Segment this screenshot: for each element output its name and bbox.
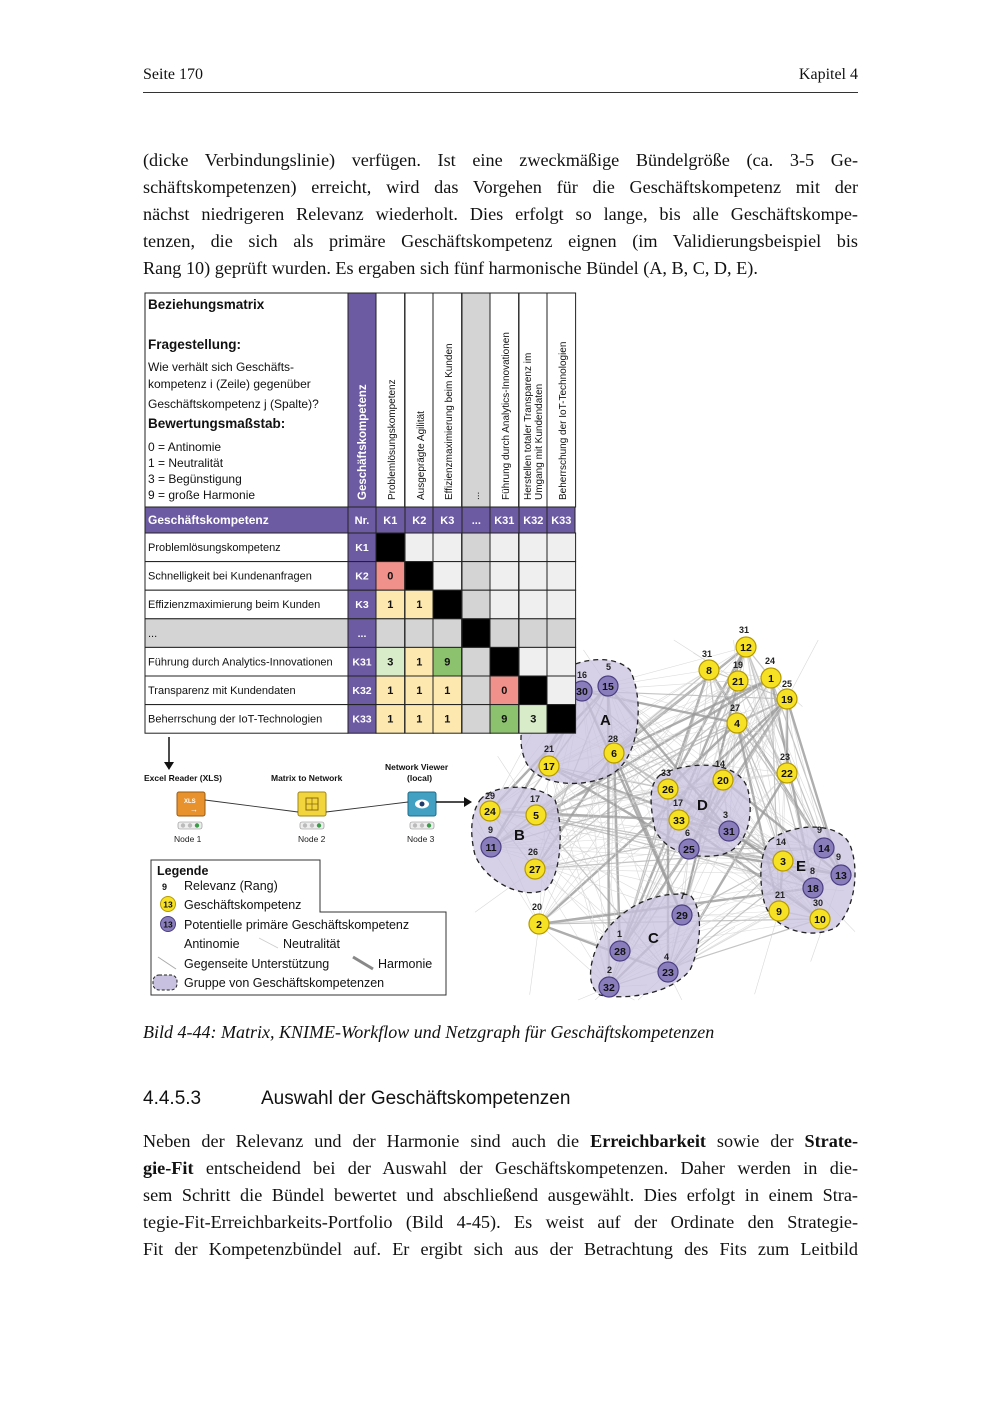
row-label: Effizienzmaximierung beim Kunden xyxy=(148,599,321,612)
matrix-cell xyxy=(490,562,519,591)
matrix-cell xyxy=(462,562,491,591)
primary-competence-node-label: 28 xyxy=(614,945,626,958)
paragraph-2-line: sem Schritt die Bündel bewertet und abschließend ausgewählt. Dies erfolgt in einem Stra- xyxy=(143,1185,858,1205)
matrix-cell xyxy=(405,533,434,562)
row-label: Führung durch Analytics-Innovationen xyxy=(148,656,333,669)
svg-text:30: 30 xyxy=(813,898,824,908)
matrix-cell xyxy=(519,676,548,705)
paragraph-2-line: tegie-Fit-Erreichbarkeits-Portfolio (Bild 4-45). Es weist auf der Ordinate den Strategie- xyxy=(143,1212,858,1232)
legend-yellow-node-symbol: 13 xyxy=(163,899,173,910)
competence-node-label: 1 xyxy=(768,672,774,685)
svg-text:5: 5 xyxy=(606,662,612,672)
legend xyxy=(151,860,446,995)
node-1-label: Node 1 xyxy=(174,834,202,844)
matrix-cell-value: 9 xyxy=(501,713,508,726)
svg-text:24: 24 xyxy=(765,656,776,666)
col-code: K1 xyxy=(383,515,398,527)
cluster-label-d: D xyxy=(697,797,708,814)
primary-competence-node-label: 11 xyxy=(485,841,497,854)
matrix-cell-value: 1 xyxy=(416,685,423,697)
competence-node-label: 27 xyxy=(529,863,541,876)
legend-rank-symbol: 9 xyxy=(162,882,168,892)
matrix-cell-value: 1 xyxy=(387,685,394,697)
legend-purple-node-symbol: 13 xyxy=(163,919,173,930)
row-label: Schnelligkeit bei Kundenanfragen xyxy=(148,570,312,583)
svg-text:25: 25 xyxy=(782,679,793,689)
cluster-label-a: A xyxy=(600,712,611,729)
row-code: K32 xyxy=(352,685,372,697)
chapter-label: Kapitel 4 xyxy=(798,66,858,83)
matrix-cell xyxy=(433,562,462,591)
node-2[interactable] xyxy=(298,792,326,829)
matrix-cell xyxy=(462,705,491,734)
section-heading xyxy=(143,1088,570,1110)
competence-node-label: 26 xyxy=(662,783,674,796)
row-code: K33 xyxy=(352,713,372,726)
column-header: Herstellen totaler Transparenz im xyxy=(523,352,534,500)
competence-node-label: 9 xyxy=(776,905,782,918)
matrix-cell xyxy=(547,533,576,562)
node-2-title: Matrix to Network xyxy=(271,773,343,783)
row-header-label: Geschäftskompetenz xyxy=(148,513,269,527)
col-code: K2 xyxy=(412,515,427,527)
svg-text:4: 4 xyxy=(664,952,670,962)
scale-item: 9 = große Harmonie xyxy=(148,488,256,502)
matrix-cell xyxy=(490,619,519,648)
matrix-cell xyxy=(376,619,405,648)
primary-competence-node-label: 14 xyxy=(818,842,830,855)
column-headers xyxy=(376,293,576,507)
primary-competence-node-label: 23 xyxy=(662,966,674,979)
row-label: Problemlösungskompetenz xyxy=(148,542,281,554)
column-header: Umgang mit Kundendaten xyxy=(534,383,545,500)
column-header: Problemlösungskompetenz xyxy=(387,379,398,500)
matrix-cell xyxy=(462,533,491,562)
figure-4-44 xyxy=(140,288,860,1008)
matrix-cell xyxy=(490,590,519,619)
svg-text:2: 2 xyxy=(607,965,613,975)
svg-text:6: 6 xyxy=(685,828,691,838)
node-3-title-line: Network Viewer xyxy=(385,762,449,772)
column-header: Beherrschung der IoT-Technologien xyxy=(558,341,569,500)
competence-node-label: 8 xyxy=(706,664,712,677)
legend-antinomy: Antinomie xyxy=(184,937,240,951)
matrix-cell xyxy=(547,590,576,619)
svg-text:27: 27 xyxy=(730,703,741,713)
competence-node-label: 17 xyxy=(543,760,555,773)
matrix-cell-value: 1 xyxy=(387,713,394,726)
svg-text:3: 3 xyxy=(723,810,729,820)
matrix-cell xyxy=(405,562,434,591)
svg-text:26: 26 xyxy=(528,847,539,857)
matrix-cell xyxy=(519,647,548,676)
svg-text:28: 28 xyxy=(608,734,619,744)
legend-harmony: Harmonie xyxy=(378,957,433,971)
row-label: Transparenz mit Kundendaten xyxy=(148,685,296,697)
col-code: ... xyxy=(471,515,481,527)
matrix-cell-value: 9 xyxy=(444,656,451,669)
matrix-cell xyxy=(519,533,548,562)
legend-rank-text: Relevanz (Rang) xyxy=(184,879,278,893)
col-code: K31 xyxy=(494,515,515,527)
svg-text:XLS: XLS xyxy=(184,799,196,805)
matrix-cell-value: 1 xyxy=(387,599,394,612)
competence-node-label: 3 xyxy=(780,855,786,868)
section-title: Auswahl der Geschäftskompetenzen xyxy=(261,1088,571,1109)
question-heading: Fragestellung: xyxy=(148,337,242,352)
svg-text:17: 17 xyxy=(530,794,541,804)
matrix-cell-value: 3 xyxy=(387,656,394,669)
svg-text:9: 9 xyxy=(836,852,842,862)
matrix-cell xyxy=(490,647,519,676)
column-header: Effizienzmaximierung beim Kunden xyxy=(444,343,455,500)
matrix-cell-value: 1 xyxy=(416,599,423,612)
svg-text:1: 1 xyxy=(617,929,623,939)
svg-text:14: 14 xyxy=(715,759,726,769)
group-icon xyxy=(153,975,177,990)
svg-text:31: 31 xyxy=(739,625,750,635)
svg-text:19: 19 xyxy=(733,660,744,670)
column-header: ... xyxy=(471,491,482,500)
competence-node-label: 10 xyxy=(814,913,826,926)
competence-node-label: 33 xyxy=(673,814,685,827)
competence-node-label: 12 xyxy=(740,641,752,654)
primary-competence-node-label: 15 xyxy=(602,680,614,693)
question-line: Geschäftskompetenz j (Spalte)? xyxy=(148,397,319,411)
primary-competence-node-label: 25 xyxy=(683,843,695,856)
legend-group: Gruppe von Geschäftskompetenzen xyxy=(184,976,385,990)
paragraph-2 xyxy=(143,1128,858,1263)
scale-item: 3 = Begünstigung xyxy=(148,472,242,486)
paragraph-2-line: gie-Fit entscheidend bei der Auswahl der Geschäftskompetenzen. Daher werden in die- xyxy=(143,1158,858,1178)
svg-text:7: 7 xyxy=(680,891,686,901)
competence-node-label: 24 xyxy=(484,805,496,818)
matrix-cell xyxy=(547,705,576,734)
matrix-body xyxy=(145,507,576,733)
matrix-cell xyxy=(490,533,519,562)
question-line: Wie verhält sich Geschäfts- xyxy=(148,360,295,374)
paragraph-1-line: (dicke Verbindungslinie) verfügen. Ist eine zweckmäßige Bündelgröße (ca. 3-5 Ge- xyxy=(143,150,858,170)
matrix-cell-value: 1 xyxy=(416,656,423,669)
nr-label: Nr. xyxy=(354,515,370,527)
page-number: Seite 170 xyxy=(143,66,203,83)
paragraph-1 xyxy=(143,147,858,282)
row-code: K3 xyxy=(355,599,369,612)
row-code: K1 xyxy=(355,542,369,554)
matrix-cell-value: 0 xyxy=(387,570,394,583)
matrix-cell xyxy=(376,533,405,562)
svg-text:8: 8 xyxy=(810,866,816,876)
node-2-label: Node 2 xyxy=(298,834,326,844)
column-header: Führung durch Analytics-Innovationen xyxy=(501,332,512,500)
matrix-cell-value: 0 xyxy=(501,685,508,697)
node-3-label: Node 3 xyxy=(407,834,435,844)
primary-competence-node-label: 30 xyxy=(576,685,588,698)
svg-text:17: 17 xyxy=(673,798,684,808)
paragraph-1-line: schäftskompetenzen) erreicht, wird das Vorgehen für die Geschäftskompetenz mit der xyxy=(143,177,858,197)
col-code: K3 xyxy=(440,515,455,527)
node-3-title-line: (local) xyxy=(407,773,433,783)
header-rule xyxy=(143,92,858,93)
svg-text:31: 31 xyxy=(702,649,713,659)
legend-purple-node-text: Potentielle primäre Geschäftskompetenz xyxy=(184,918,410,932)
question-line: kompetenz i (Zeile) gegenüber xyxy=(148,377,311,391)
vertical-header: Geschäftskompetenz xyxy=(357,384,369,500)
competence-node-label: 19 xyxy=(781,693,793,706)
competence-node-label: 22 xyxy=(781,767,793,780)
matrix-title: Beziehungsmatrix xyxy=(148,297,265,312)
cluster-label-e: E xyxy=(796,858,807,875)
row-code: K31 xyxy=(352,656,372,669)
svg-text:20: 20 xyxy=(532,902,543,912)
competence-node-label: 6 xyxy=(611,747,617,760)
svg-text:23: 23 xyxy=(780,752,791,762)
matrix-cell xyxy=(547,676,576,705)
svg-text:21: 21 xyxy=(775,890,786,900)
paragraph-1-line: nächst niedrigeren Relevanz wiederholt. Dies erfolgt so lange, bis alle Geschäftskompe- xyxy=(143,204,858,224)
node-1[interactable] xyxy=(177,792,205,829)
knime-workflow xyxy=(144,737,472,844)
relationship-matrix xyxy=(145,293,576,733)
matrix-cell-value: 3 xyxy=(530,713,537,726)
paragraph-2-line: Fit der Kompetenzbündel auf. Er ergibt sich aus der Betrachtung des Fits zum Leitbild xyxy=(143,1239,858,1259)
node-1-title: Excel Reader (XLS) xyxy=(144,773,222,783)
matrix-cell xyxy=(462,590,491,619)
svg-text:33: 33 xyxy=(661,768,672,778)
matrix-cell xyxy=(433,533,462,562)
competence-node-label: 21 xyxy=(732,675,744,688)
row-label: ... xyxy=(148,627,158,640)
matrix-cell xyxy=(519,590,548,619)
matrix-cell xyxy=(462,619,491,648)
primary-competence-node-label: 31 xyxy=(723,825,735,838)
primary-competence-node-label: 13 xyxy=(835,869,847,882)
matrix-cell xyxy=(547,562,576,591)
row-label: Beherrschung der IoT-Technologien xyxy=(148,713,323,726)
cluster-label-c: C xyxy=(648,930,659,947)
primary-competence-node-label: 32 xyxy=(603,981,615,994)
matrix-cell xyxy=(433,590,462,619)
svg-text:9: 9 xyxy=(817,825,823,835)
svg-text:29: 29 xyxy=(485,791,496,801)
competence-node-label: 2 xyxy=(536,918,542,931)
matrix-cell xyxy=(547,647,576,676)
svg-text:9: 9 xyxy=(488,825,494,835)
matrix-cell xyxy=(433,619,462,648)
matrix-cell xyxy=(405,619,434,648)
column-header: Ausgeprägte Agilität xyxy=(416,411,427,500)
primary-competence-node-label: 29 xyxy=(676,909,688,922)
row-code: K2 xyxy=(355,570,369,583)
section-number: 4.4.5.3 xyxy=(143,1088,202,1109)
node-3[interactable] xyxy=(408,792,436,829)
competence-node-label: 4 xyxy=(734,717,740,730)
matrix-cell-value: 1 xyxy=(444,713,451,726)
primary-competence-node-label: 18 xyxy=(807,882,819,895)
matrix-cell-value: 1 xyxy=(444,685,451,697)
competence-node-label: 20 xyxy=(717,774,729,787)
paragraph-1-line: tenzen, die sich als primäre Geschäftskompetenz eignen (im Validierungsbeispiel bis xyxy=(143,231,858,251)
row-code: ... xyxy=(357,627,367,640)
cluster-label-b: B xyxy=(514,827,525,844)
svg-text:→: → xyxy=(190,805,198,814)
svg-text:14: 14 xyxy=(776,837,787,847)
scale-item: 0 = Antinomie xyxy=(148,440,222,454)
competence-node-label: 5 xyxy=(533,809,539,822)
paragraph-2-line: Neben der Relevanz und der Harmonie sind auch die Erreichbarkeit sowie der Strate- xyxy=(143,1131,859,1151)
svg-text:21: 21 xyxy=(544,744,555,754)
legend-neutrality: Neutralität xyxy=(283,937,340,951)
scale-heading: Bewertungsmaßstab: xyxy=(148,416,286,431)
svg-text:16: 16 xyxy=(577,670,588,680)
matrix-cell-value: 1 xyxy=(416,713,423,726)
paragraph-1-line: Rang 10) geprüft wurden. Es ergaben sich fünf harmonische Bündel (A, B, C, D, E). xyxy=(143,258,758,278)
col-code: K33 xyxy=(551,515,572,527)
matrix-cell xyxy=(547,619,576,648)
col-code: K32 xyxy=(523,515,544,527)
figure-caption: Bild 4-44: Matrix, KNIME-Workflow und Netzgraph für Geschäftskompetenzen xyxy=(143,1022,715,1042)
matrix-cell xyxy=(462,647,491,676)
matrix-cell xyxy=(519,619,548,648)
matrix-cell xyxy=(519,562,548,591)
matrix-cell xyxy=(462,676,491,705)
scale-item: 1 = Neutralität xyxy=(148,456,224,470)
legend-support: Gegenseite Unterstützung xyxy=(184,957,330,971)
legend-title: Legende xyxy=(157,864,209,878)
legend-yellow-node-text: Geschäftskompetenz xyxy=(184,898,302,912)
